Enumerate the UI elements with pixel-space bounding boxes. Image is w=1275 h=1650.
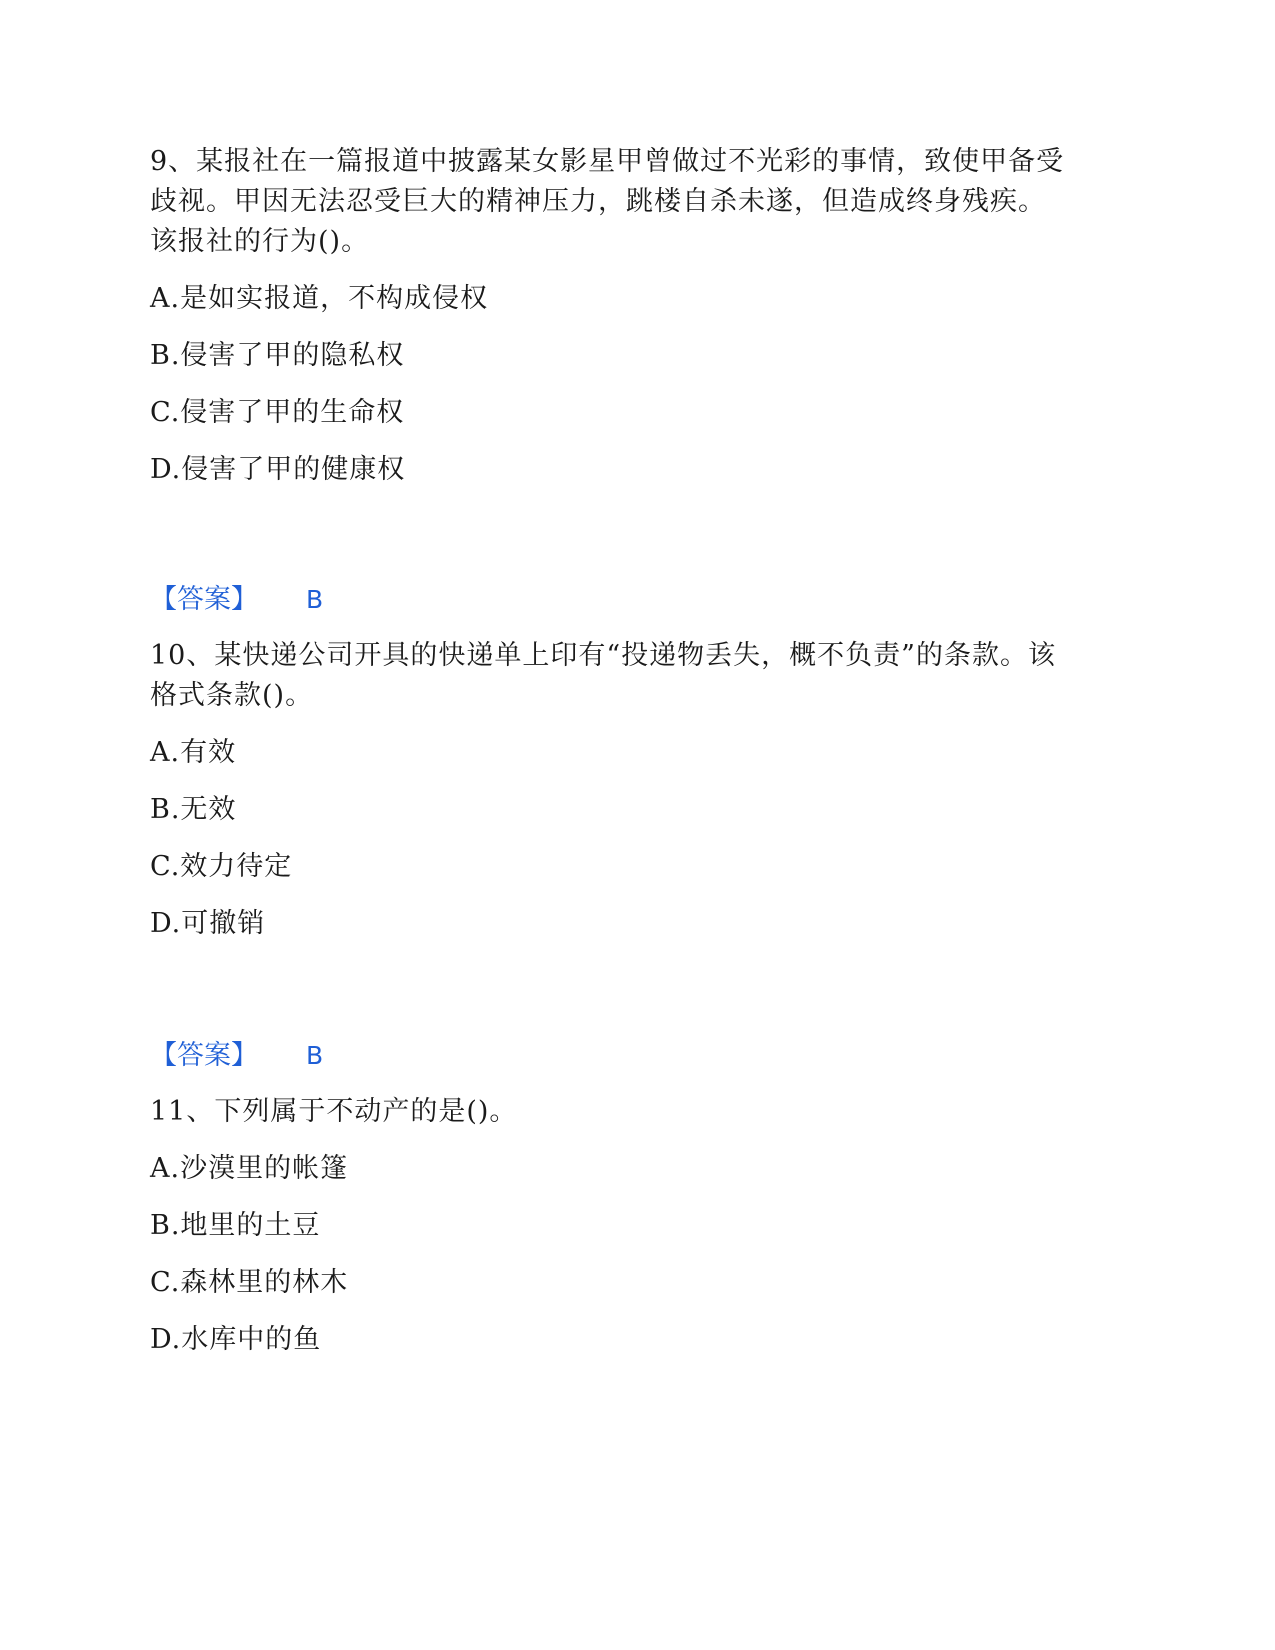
- option-d: D.水库中的鱼: [150, 1324, 322, 1355]
- option-d: D.可撤销: [150, 908, 266, 939]
- question-10: [150, 636, 1110, 961]
- option-b: B.侵害了甲的隐私权: [150, 340, 405, 371]
- option-a: A.是如实报道，不构成侵权: [150, 283, 489, 314]
- option-c: C.森林里的林木: [150, 1267, 349, 1298]
- option-c: C.效力待定: [150, 851, 293, 882]
- option-a: A.沙漠里的帐篷: [150, 1153, 349, 1184]
- answer-9: [150, 580, 323, 620]
- question-9: [150, 142, 1110, 507]
- question-stem: 9、某报社在一篇报道中披露某女影星甲曾做过不光彩的事情，致使甲备受歧视。甲因无法忍受巨大的精神压力，跳楼自杀未遂，但造成终身残疾。该报社的行为()。: [150, 146, 1065, 257]
- answer-tag: 【答案】: [150, 1040, 258, 1071]
- option-b: B.地里的土豆: [150, 1210, 321, 1241]
- answer-value: B: [306, 1041, 324, 1070]
- option-b: B.无效: [150, 794, 237, 825]
- answer-tag: 【答案】: [150, 584, 258, 615]
- answer-10: [150, 1036, 323, 1076]
- question-stem: 11、下列属于不动产的是()。: [150, 1096, 518, 1127]
- option-d: D.侵害了甲的健康权: [150, 454, 406, 485]
- option-c: C.侵害了甲的生命权: [150, 397, 405, 428]
- question-11: [150, 1092, 1110, 1377]
- question-stem: 10、某快递公司开具的快递单上印有“投递物丢失，概不负责”的条款。该格式条款()。: [150, 640, 1056, 711]
- option-a: A.有效: [150, 737, 237, 768]
- answer-value: B: [306, 585, 324, 614]
